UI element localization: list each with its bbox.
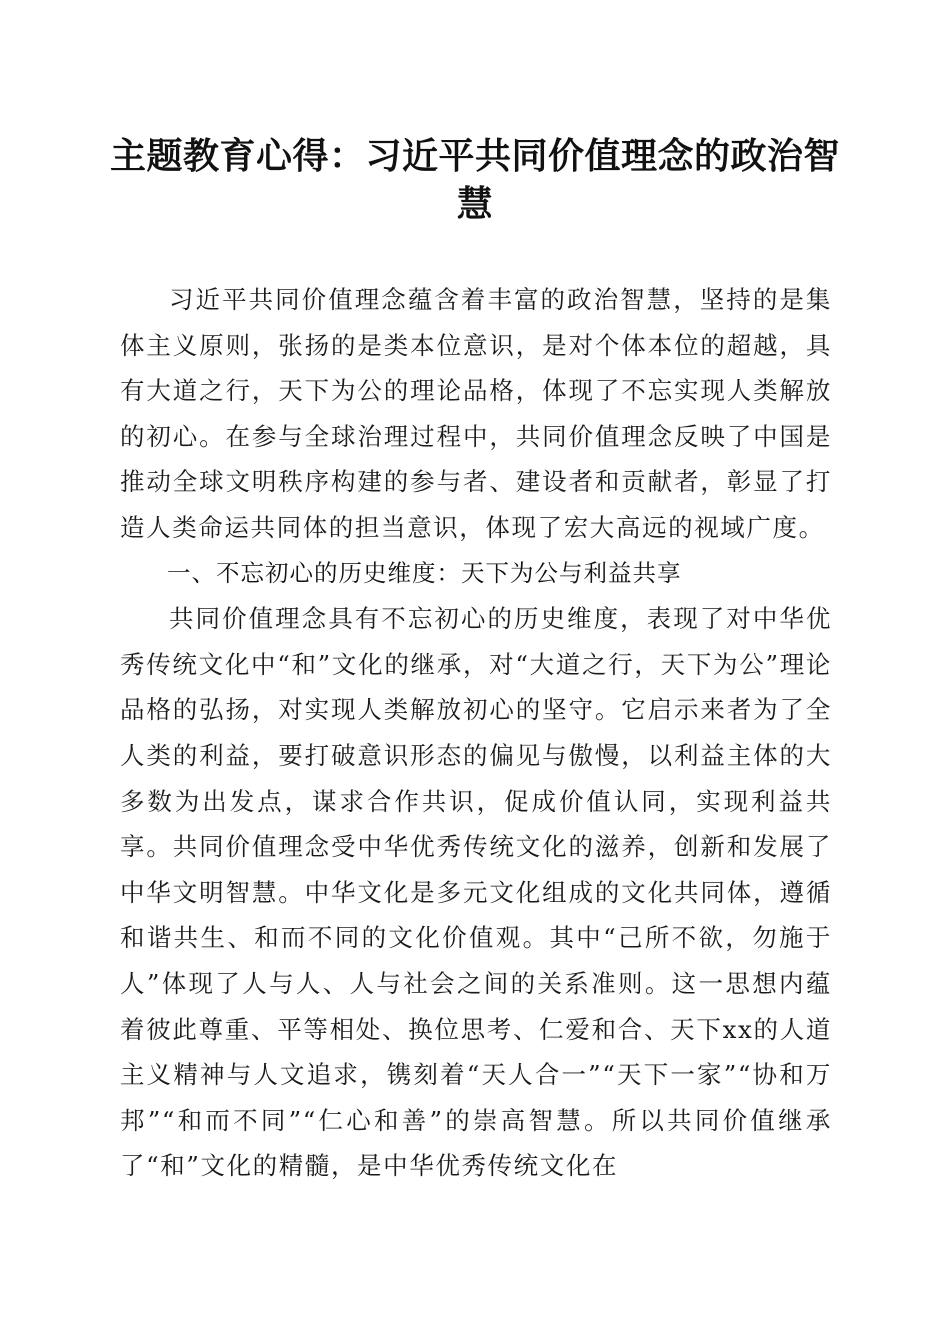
section-paragraph: 共同价值理念具有不忘初心的历史维度，表现了对中华优秀传统文化中“和”文化的继承，对“大道之行，天下为公”理论品格的弘扬，对实现人类解放初心的坚守。它启示来者为了全人类的利益，要打破意识形态的偏见与傲慢，以利益主体的大多数为出发点，谋求合作共识，促成价值认同，实现利益共享。共同价值理念受中华优秀传统文化的滋养，创新和发展了中华文明智慧。中华文化是多元文化组成的文化共同体，遵循和谐共生、和而不同的文化价值观。其中“己所不欲，勿施于人”体现了人与人、人与社会之间的关系准则。这一思想内蕴着彼此尊重、平等相处、换位思考、仁爱和合、天下xx的人道主义精神与人文追求，镌刻着“天人合一”“天下一家”“协和万邦”“和而不同”“仁心和善”的崇高智慧。所以共同价值继承了“和”文化的精髓，是中华优秀传统文化在 — [120, 604, 832, 1181]
intro-paragraph: 习近平共同价值理念蕴含着丰富的政治智慧，坚持的是集体主义原则，张扬的是类本位意识，是对个体本位的超越，具有大道之行，天下为公的理论品格，体现了不忘实现人类解放的初心。在参与全球治理过程中，共同价值理念反映了中国是推动全球文明秩序构建的参与者、建设者和贡献者，彰显了打造人类命运共同体的担当意识，体现了宏大高远的视域广度。 — [120, 285, 832, 542]
section-heading: 一、不忘初心的历史维度：天下为公与利益共享 — [167, 558, 682, 587]
document-body — [120, 277, 832, 1189]
document-title: 主题教育心得：习近平共同价值理念的政治智慧 — [110, 135, 841, 225]
